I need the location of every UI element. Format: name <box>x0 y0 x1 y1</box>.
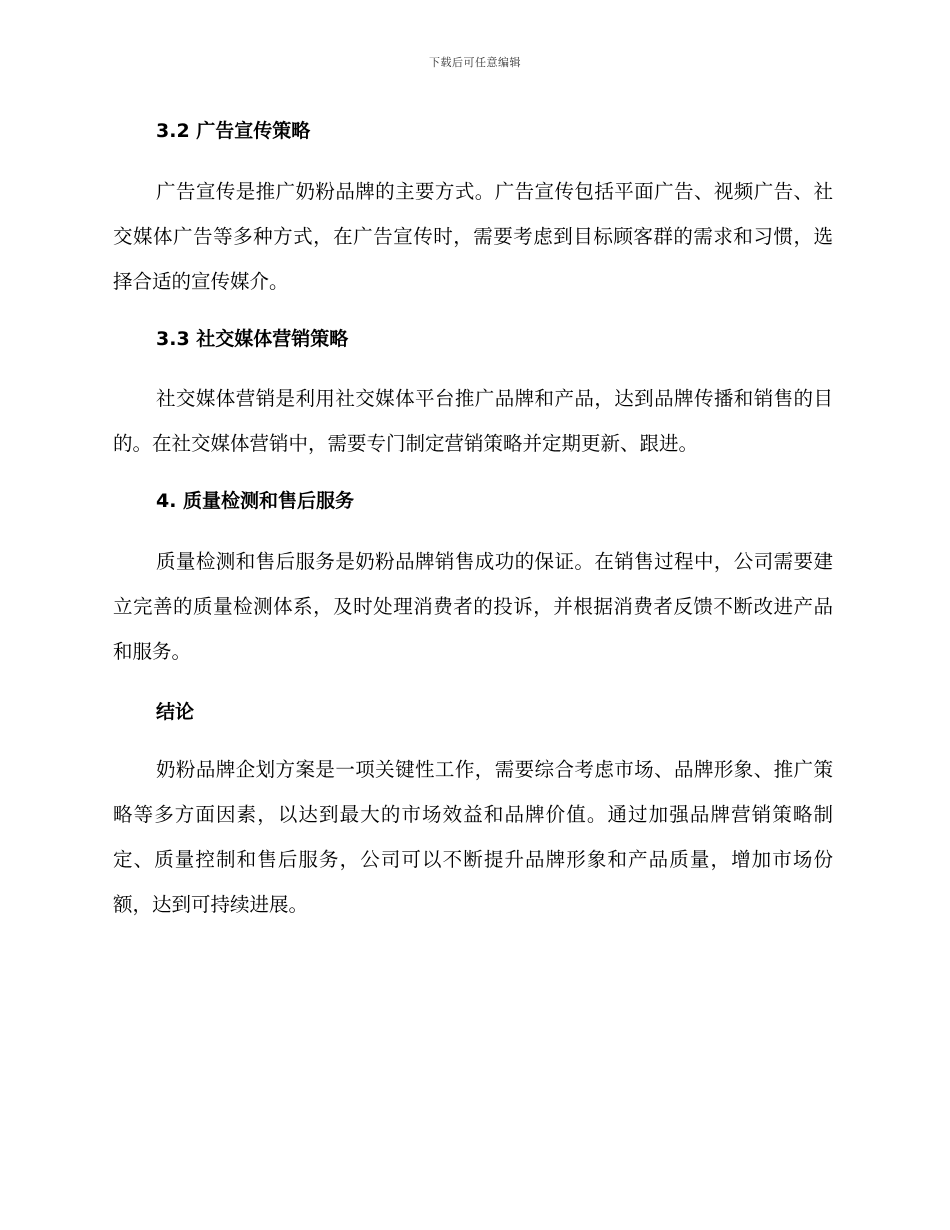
running-header: 下载后可任意编辑 <box>429 56 521 69</box>
section-heading-social-media: 3.3 社交媒体营销策略 <box>156 328 349 350</box>
section-paragraph-ad-strategy: 广告宣传是推广奶粉品牌的主要方式。广告宣传包括平面广告、视频广告、社交媒体广告等多种方式，在广告宣传时，需要考虑到目标顾客群的需求和习惯，选择合适的宣传媒介。 <box>113 180 833 293</box>
section-paragraph-quality-service: 质量检测和售后服务是奶粉品牌销售成功的保证。在销售过程中，公司需要建立完善的质量检测体系，及时处理消费者的投诉，并根据消费者反馈不断改进产品和服务。 <box>113 550 833 663</box>
section-paragraph-social-media: 社交媒体营销是利用社交媒体平台推广品牌和产品，达到品牌传播和销售的目的。在社交媒体营销中，需要专门制定营销策略并定期更新、跟进。 <box>113 387 833 455</box>
section-heading-conclusion: 结论 <box>156 701 195 723</box>
section-heading-quality-service: 4. 质量检测和售后服务 <box>156 490 355 512</box>
document-body <box>113 113 833 927</box>
section-heading-ad-strategy: 3.2 广告宣传策略 <box>156 120 311 142</box>
section-paragraph-conclusion: 奶粉品牌企划方案是一项关键性工作，需要综合考虑市场、品牌形象、推广策略等多方面因素，以达到最大的市场效益和品牌价值。通过加强品牌营销策略制定、质量控制和售后服务，公司可以不断提升品牌形象和产品质量，增加市场份额，达到可持续进展。 <box>113 758 833 916</box>
